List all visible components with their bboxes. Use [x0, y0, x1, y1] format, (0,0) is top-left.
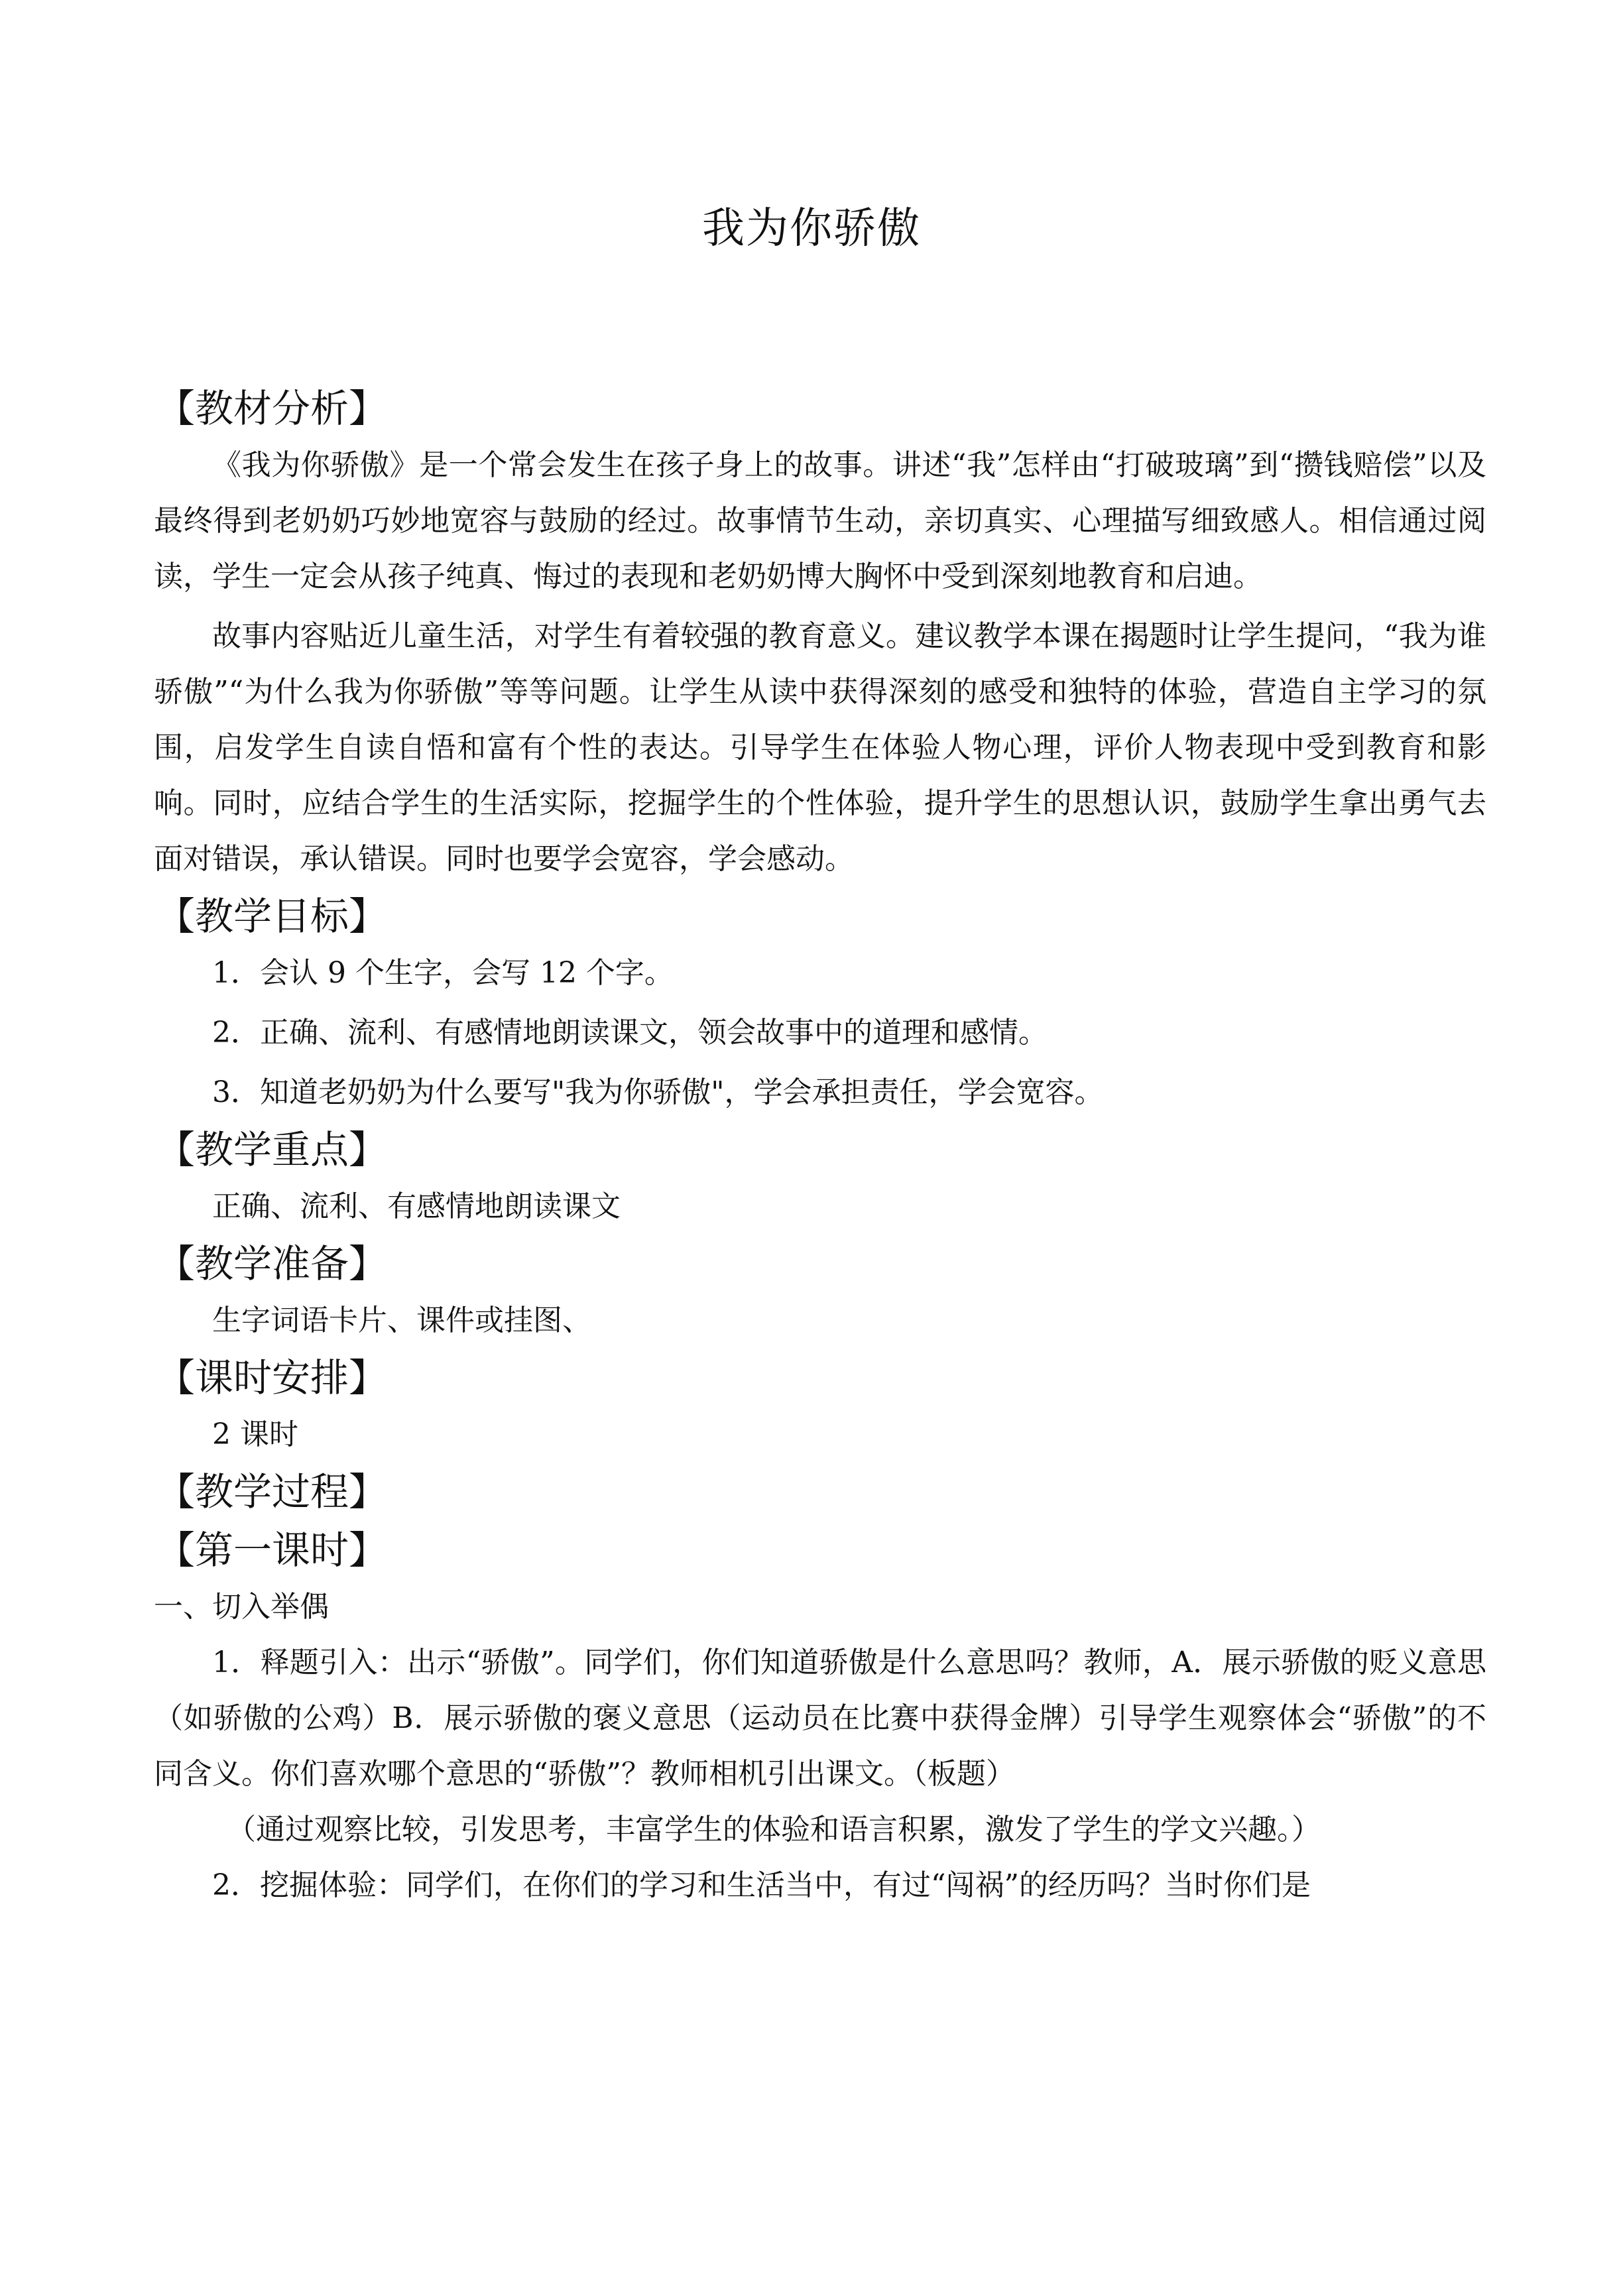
- lesson-heading-1: 【第一课时】: [156, 1528, 388, 1573]
- process-paragraph-2: 2．挖掘体验：同学们，在你们的学习和生活当中，有过“闯祸”的经历吗？当时你们是: [212, 1868, 1311, 1902]
- step-heading-1: 一、切入举偶: [154, 1590, 329, 1624]
- document-body: [154, 379, 1486, 1913]
- section-heading-focus: 【教学重点】: [156, 1127, 388, 1172]
- section-heading-analysis: 【教材分析】: [156, 386, 388, 431]
- section-heading-goals: 【教学目标】: [156, 894, 388, 939]
- prep-text: 生字词语卡片、课件或挂图、: [212, 1303, 591, 1337]
- goal-item-2: 2．正确、流利、有感情地朗读课文，领会故事中的道理和感情。: [212, 1016, 1048, 1050]
- goal-item-1: 1．会认 9 个生字，会写 12 个字。: [212, 956, 674, 990]
- section-heading-prep: 【教学准备】: [156, 1241, 388, 1286]
- analysis-paragraph-1: 《我为你骄傲》是一个常会发生在孩子身上的故事。讲述“我”怎样由“打破玻璃”到“攒钱赔偿”以及最终得到老奶奶巧妙地宽容与鼓励的经过。故事情节生动，亲切真实、心理描写细致感人。相信通过阅读，学生一定会从孩子纯真、悔过的表现和老奶奶博大胸怀中受到深刻地教育和启迪。: [154, 448, 1486, 593]
- section-heading-schedule: 【课时安排】: [156, 1355, 388, 1400]
- focus-text: 正确、流利、有感情地朗读课文: [212, 1189, 621, 1223]
- goal-item-3: 3．知道老奶奶为什么要写"我为你骄傲"，学会承担责任，学会宽容。: [212, 1075, 1104, 1109]
- schedule-text: 2 课时: [212, 1418, 298, 1451]
- section-heading-process: 【教学过程】: [156, 1469, 388, 1514]
- analysis-paragraph-2: 故事内容贴近儿童生活，对学生有着较强的教育意义。建议教学本课在揭题时让学生提问，“我为谁骄傲”“为什么我为你骄傲”等等问题。让学生从读中获得深刻的感受和独特的体验，营造自主学习的氛围，启发学生自读自悟和富有个性的表达。引导学生在体验人物心理，评价人物表现中受到教育和影响。同时，应结合学生的生活实际，挖掘学生的个性体验，提升学生的思想认识，鼓励学生拿出勇气去面对错误，承认错误。同时也要学会宽容，学会感动。: [154, 619, 1486, 876]
- process-paragraph-1: 1．释题引入：出示“骄傲”。同学们，你们知道骄傲是什么意思吗？教师，A．展示骄傲的贬义意思（如骄傲的公鸡）B．展示骄傲的褒义意思（运动员在比赛中获得金牌）引导学生观察体会“骄傲”的不同含义。你们喜欢哪个意思的“骄傲”？教师相机引出课文。（板题）: [154, 1646, 1486, 1791]
- process-note: （通过观察比较，引发思考，丰富学生的体验和语言积累，激发了学生的学文兴趣。）: [227, 1813, 1321, 1846]
- document-title: 我为你骄傲: [702, 204, 921, 253]
